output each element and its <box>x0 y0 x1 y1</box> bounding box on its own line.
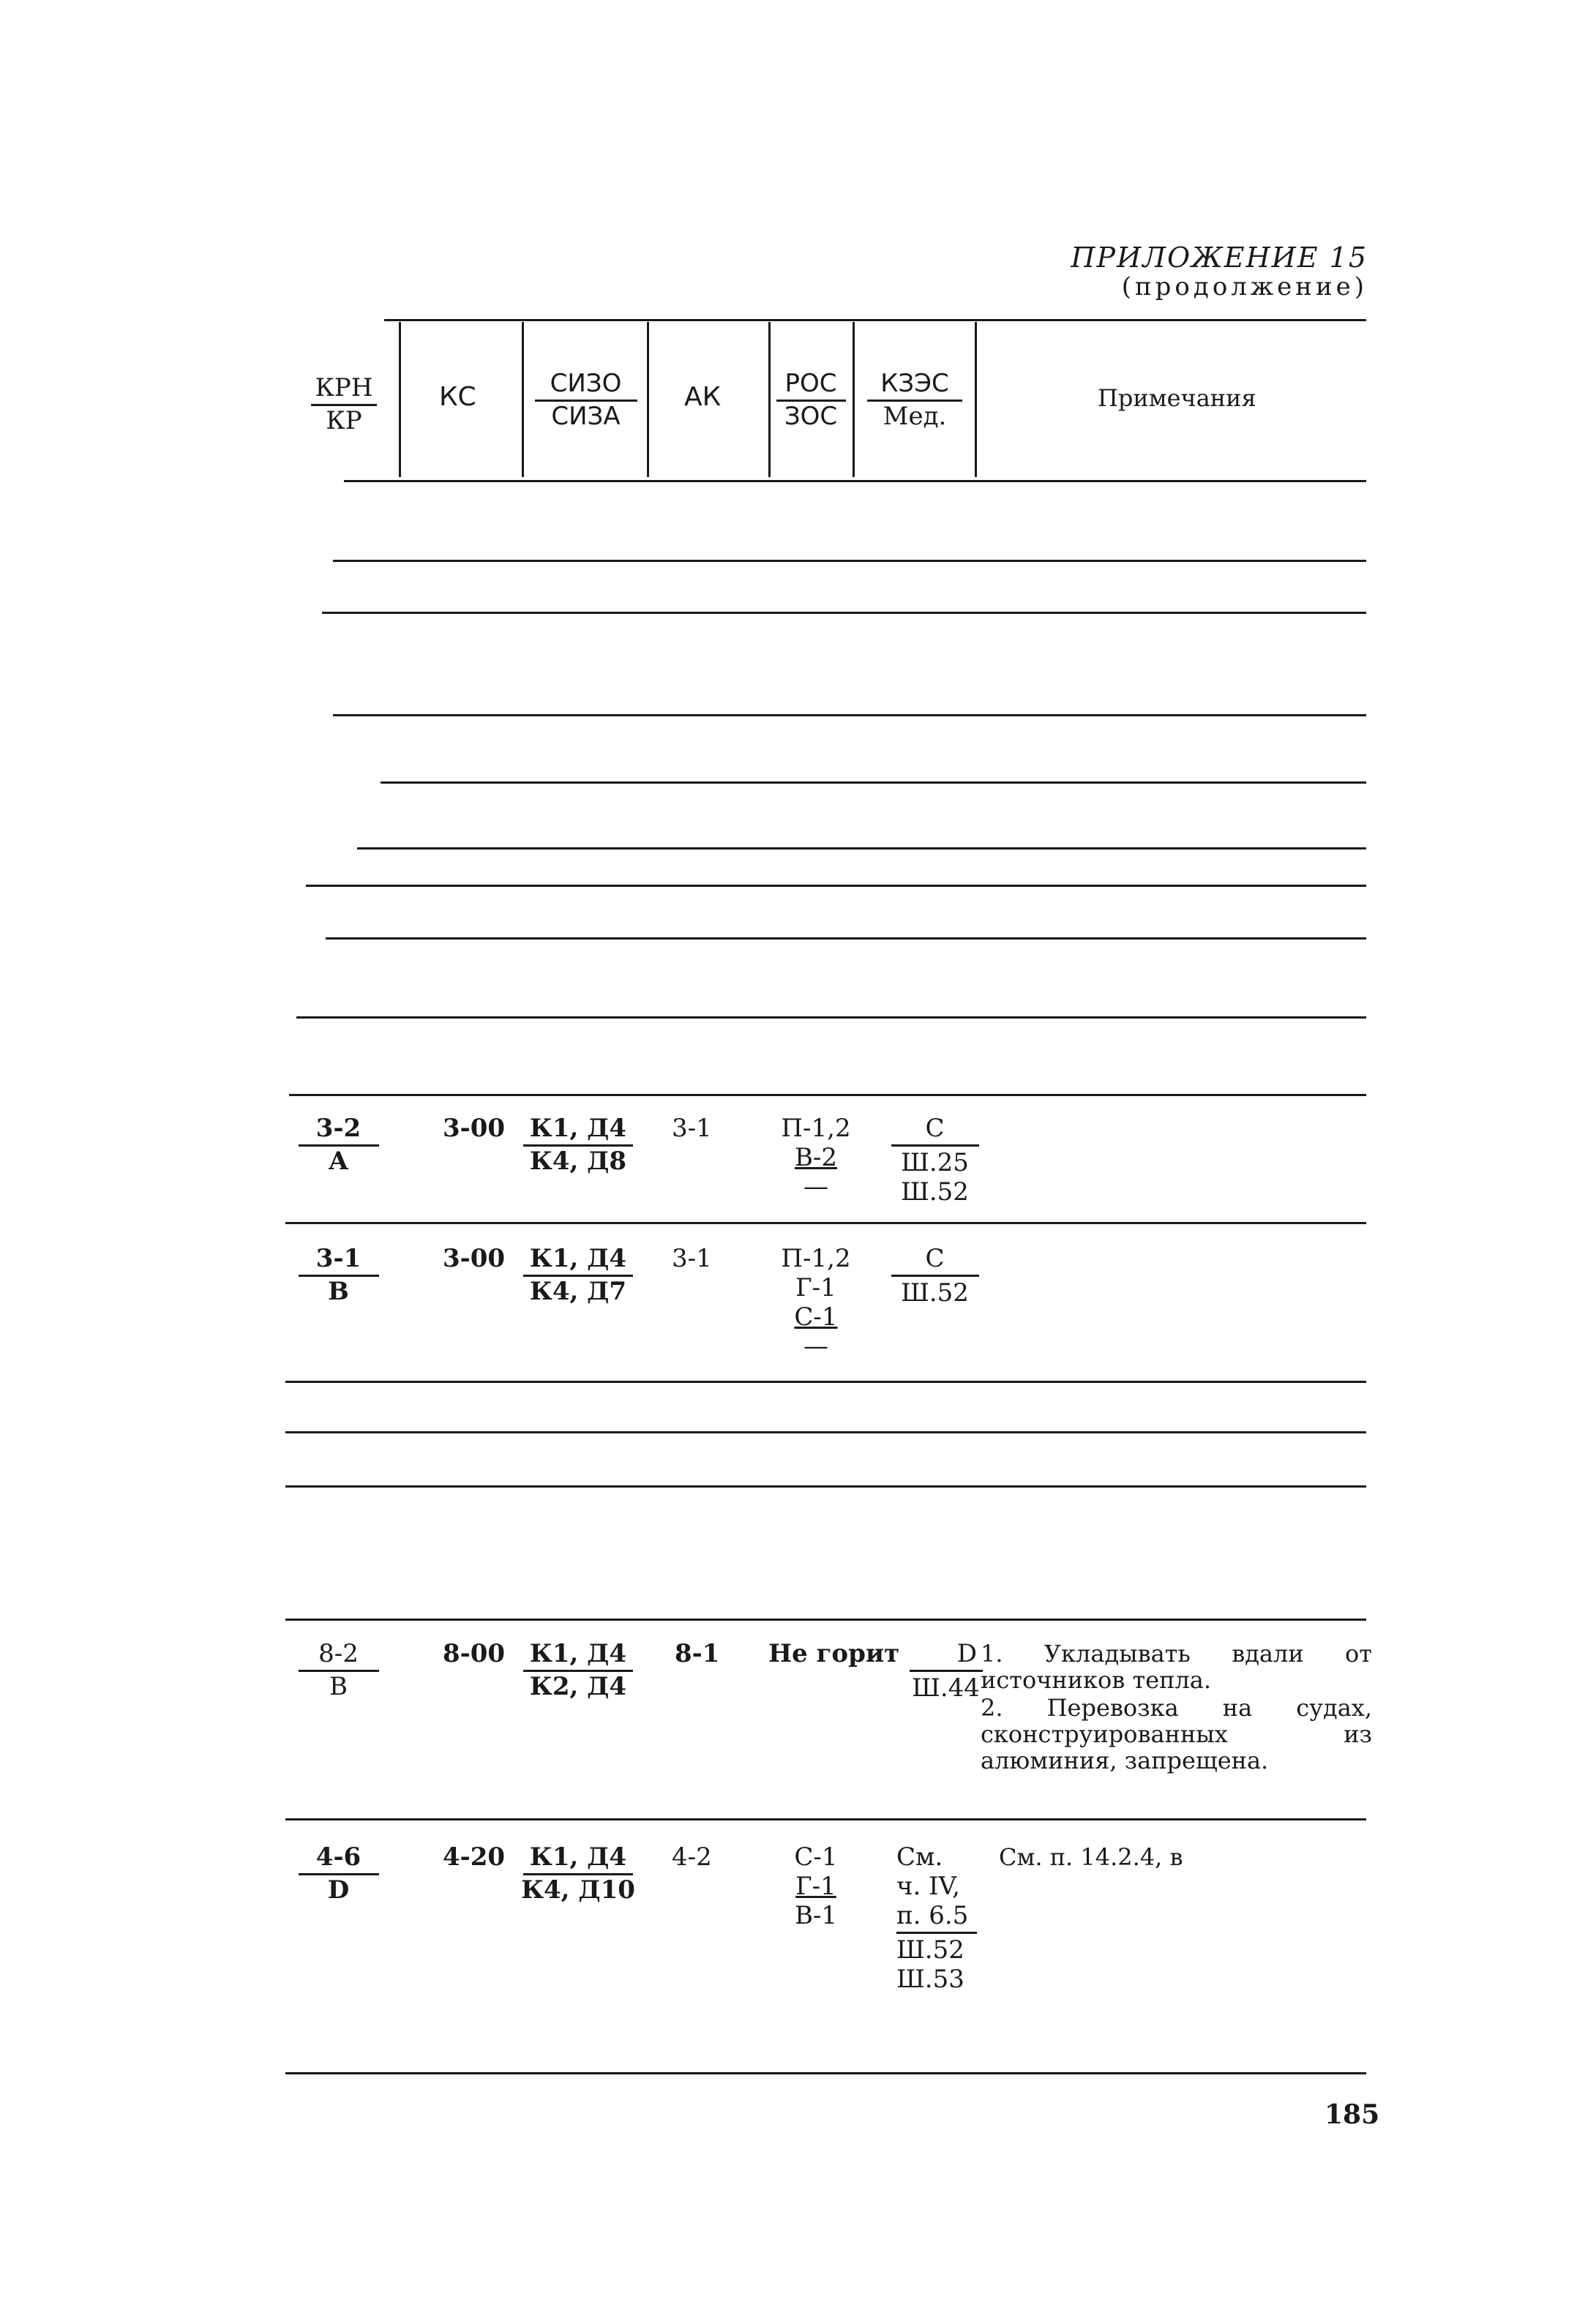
row3-ak: 8-1 <box>675 1639 720 1668</box>
row4-sizo: К1, Д4 К4, Д10 <box>521 1842 635 1905</box>
header-top-rule <box>384 319 1366 321</box>
header-bottom-rule <box>344 480 1366 482</box>
separator-rule <box>285 1381 1366 1383</box>
separator-rule <box>322 612 1366 614</box>
col-divider-6 <box>975 322 977 477</box>
separator-rule <box>289 1094 1366 1096</box>
row1-ks: 3-00 <box>443 1114 506 1143</box>
row3-ros: Не горит <box>768 1639 900 1668</box>
row1-sizo: К1, Д4 К4, Д8 <box>520 1114 637 1176</box>
col-header-notes: Примечания <box>1098 384 1256 412</box>
separator-rule <box>381 781 1366 784</box>
row2-ak: 3-1 <box>672 1244 712 1273</box>
separator-rule <box>326 937 1366 940</box>
separator-rule <box>333 714 1366 716</box>
col-header-krn: КРН <box>315 373 373 402</box>
row3-note-2: 2. Перевозка на судах, сконструированных из алюминия, запрещена. <box>981 1694 1372 1774</box>
appendix-title: ПРИЛОЖЕНИЕ 15 <box>1071 241 1368 274</box>
row4-ros: С-1 Г-1 В-1 <box>794 1842 838 1930</box>
separator-rule <box>285 1485 1366 1488</box>
col-divider-1 <box>399 322 401 477</box>
col-header-ros-zos <box>770 369 852 431</box>
row2-kzes: С Ш.52 <box>889 1244 981 1308</box>
col-header-ak: АК <box>684 382 722 412</box>
row3-sizo: К1, Д4 К2, Д4 <box>520 1639 637 1701</box>
col-divider-5 <box>853 322 855 477</box>
appendix-subtitle: (продолжение) <box>1121 272 1368 301</box>
row3-note-1: 1. Укладывать вдали от источников тепла. <box>981 1640 1372 1694</box>
row3-kzes: D Ш.44 <box>907 1639 984 1703</box>
col-divider-3 <box>647 322 649 477</box>
col-header-kzes: КЗЭС <box>880 369 949 398</box>
row4-ak: 4-2 <box>672 1842 712 1872</box>
separator-rule <box>285 1431 1366 1433</box>
row3-ks: 8-00 <box>443 1639 506 1668</box>
page-number: 185 <box>1325 2099 1380 2130</box>
separator-rule <box>357 847 1366 850</box>
row4-ks: 4-20 <box>443 1842 506 1872</box>
table-bottom-rule <box>285 2072 1366 2074</box>
col-header-siza: СИЗА <box>551 402 621 431</box>
row-divider <box>285 1222 1366 1224</box>
row1-code: 3-2 A <box>293 1114 384 1176</box>
col-header-kr: КР <box>326 406 362 435</box>
col-header-med: Мед. <box>883 402 947 431</box>
col-divider-2 <box>522 322 524 477</box>
row4-note: См. п. 14.2.4, в <box>999 1843 1183 1871</box>
row1-ros: П-1,2 В-2 — <box>781 1114 851 1201</box>
row2-ks: 3-00 <box>443 1244 506 1273</box>
col-header-zos: ЗОС <box>784 402 838 431</box>
separator-rule <box>296 1016 1366 1019</box>
row3-code: 8-2 B <box>293 1639 384 1701</box>
separator-rule <box>285 1619 1366 1621</box>
separator-rule <box>333 560 1366 562</box>
row1-kzes: С Ш.25 Ш.52 <box>889 1114 981 1207</box>
col-header-krn-kr <box>293 373 395 435</box>
col-header-sizo-siza <box>525 369 646 431</box>
col-header-sizo: СИЗО <box>550 369 622 398</box>
row-divider <box>285 1818 1366 1820</box>
col-header-ks: КС <box>439 382 476 412</box>
col-header-ros: РОС <box>784 369 837 398</box>
row4-code: 4-6 D <box>293 1842 384 1905</box>
separator-rule <box>306 885 1366 887</box>
col-header-kzes-med <box>856 369 973 431</box>
row1-ak: 3-1 <box>672 1114 712 1143</box>
row4-kzes: См. ч. IV, п. 6.5 Ш.52 Ш.53 <box>896 1842 984 1994</box>
row2-sizo: К1, Д4 К4, Д7 <box>520 1244 637 1306</box>
row2-code: 3-1 B <box>293 1244 384 1306</box>
row2-ros: П-1,2 Г-1 С-1 — <box>781 1244 851 1361</box>
